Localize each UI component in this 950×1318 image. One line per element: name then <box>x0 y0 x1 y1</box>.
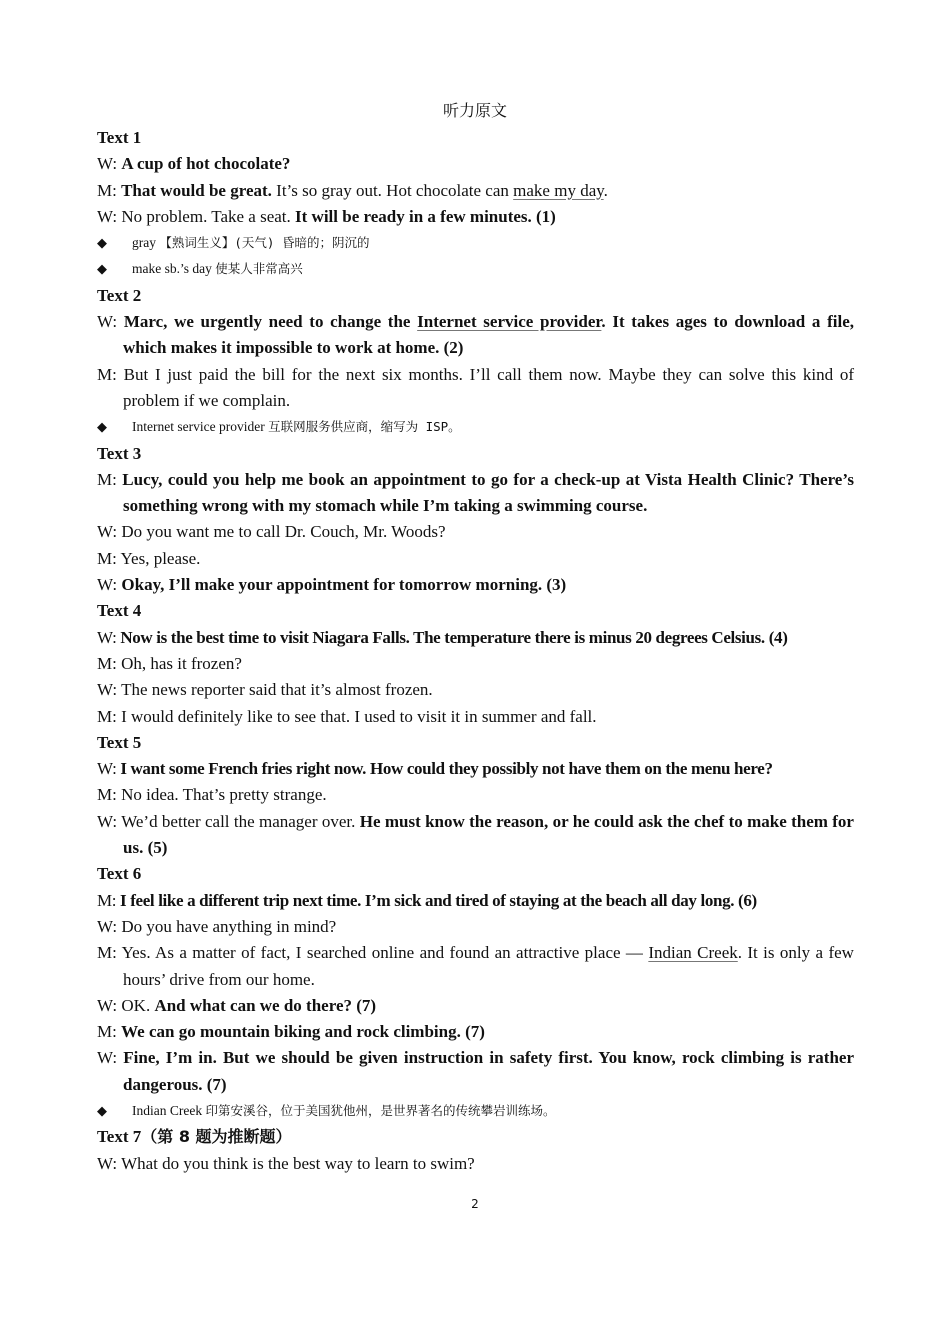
dialogue-text: . <box>603 180 608 200</box>
dialogue-line <box>97 993 854 1019</box>
speaker-label: W: <box>97 680 122 700</box>
dialogue-text: It’s so gray out. Hot chocolate can <box>271 180 514 200</box>
section-heading-text-1: Text 1 <box>97 128 142 147</box>
dialogue-text: Oh, has it frozen? <box>121 653 242 673</box>
dialogue-line <box>97 940 854 993</box>
speaker-label: W: <box>97 916 122 936</box>
speaker-label: W: <box>97 522 122 542</box>
underlined-phrase: Internet service provider <box>417 312 602 332</box>
speaker-label: M: <box>97 653 122 673</box>
page-title: 听力原文 <box>442 101 507 120</box>
speaker-label: M: <box>97 890 121 910</box>
section-heading-text-6: Text 6 <box>97 864 142 884</box>
diamond-bullet-icon: ◆ <box>97 261 107 277</box>
speaker-label: W: <box>97 206 122 226</box>
dialogue-text: . It is only a few hours’ drive from our home. <box>123 943 854 989</box>
key-sentence: Okay, I’ll make your appointment for tomorrow morning. (3) <box>121 575 567 595</box>
speaker-label: M: <box>97 548 121 568</box>
vocab-note <box>97 230 854 256</box>
dialogue-line <box>97 519 854 545</box>
dialogue-text: Yes. As a matter of fact, I searched online and found an attractive place — <box>121 943 649 963</box>
speaker-label: M: <box>97 706 122 726</box>
dialogue-text: OK. <box>121 995 155 1015</box>
heading-label: Text 7 <box>97 1127 142 1147</box>
speaker-label: W: <box>97 154 122 174</box>
dialogue-line <box>97 756 854 782</box>
underlined-phrase: make my day <box>513 180 604 200</box>
speaker-label: M: <box>97 785 122 805</box>
dialogue-line <box>97 914 854 940</box>
key-sentence: I feel like a different trip next time. I’m sick and tired of staying at the beach all day long. (6) <box>120 890 757 910</box>
speaker-label: W: <box>97 759 121 779</box>
section-heading-text-4: Text 4 <box>97 601 142 621</box>
heading-note: （第 8 题为推断题） <box>141 1127 292 1147</box>
dialogue-text: I would definitely like to see that. I used to visit it in summer and fall. <box>121 706 597 726</box>
dialogue-line <box>97 704 854 730</box>
dialogue-text: The news reporter said that it’s almost frozen. <box>121 680 433 700</box>
section-heading-text-3: Text 3 <box>97 443 142 463</box>
dialogue-text: We’d better call the manager over. <box>121 811 360 831</box>
section-heading-text-5: Text 5 <box>97 732 142 752</box>
dialogue-line <box>97 151 854 177</box>
dialogue-text: What do you think is the best way to learn to swim? <box>121 1153 475 1173</box>
vocab-note <box>97 256 854 282</box>
vocab-term: gray <box>132 235 160 251</box>
key-sentence: He must know the reason, or he could ask the chef to make them for us. (5) <box>123 811 854 858</box>
speaker-label: M: <box>97 469 123 489</box>
vocab-definition: 【熟词生义】(天气) 昏暗的；阴沉的 <box>159 235 370 251</box>
key-sentence: It will be ready in a few minutes. (1) <box>295 206 556 226</box>
dialogue-line <box>97 1045 854 1098</box>
dialogue-line <box>97 809 854 862</box>
vocab-note <box>97 1098 854 1124</box>
transcript <box>97 125 854 1177</box>
key-sentence: I want some French fries right now. How could they possibly not have them on the menu here? <box>120 759 773 779</box>
speaker-label: W: <box>97 627 121 647</box>
section-heading-text-2: Text 2 <box>97 285 142 305</box>
speaker-label: W: <box>97 1153 122 1173</box>
dialogue-line <box>97 178 854 204</box>
diamond-bullet-icon: ◆ <box>97 235 107 251</box>
dialogue-line <box>97 1151 854 1177</box>
speaker-label: W: <box>97 312 124 332</box>
dialogue-line <box>97 677 854 703</box>
speaker-label: W: <box>97 811 122 831</box>
speaker-label: M: <box>97 364 124 384</box>
dialogue-text: Yes, please. <box>120 548 201 568</box>
speaker-label: W: <box>97 575 122 595</box>
dialogue-text: No problem. Take a seat. <box>121 206 296 226</box>
dialogue-line <box>97 651 854 677</box>
key-sentence: Lucy, could you help me book an appointment to go for a check-up at Vista Health Clinic? There’s something wrong with my stomach while I’m taking a swimming course. <box>122 469 854 516</box>
key-sentence: A cup of hot chocolate? <box>121 154 291 174</box>
dialogue-line <box>97 888 854 914</box>
key-sentence: Now is the best time to visit Niagara Falls. The temperature there is minus 20 degrees Celsius. (4) <box>120 627 788 647</box>
speaker-label: M: <box>97 180 122 200</box>
vocab-definition: 互联网服务供应商，缩写为 ISP。 <box>268 419 461 435</box>
dialogue-line <box>97 572 854 598</box>
diamond-bullet-icon: ◆ <box>97 419 107 435</box>
key-sentence: And what can we do there? (7) <box>154 995 377 1015</box>
vocab-term: Indian Creek <box>132 1102 206 1118</box>
dialogue-line <box>97 362 854 415</box>
key-sentence: We can go mountain biking and rock climbing. (7) <box>121 1022 485 1042</box>
key-sentence: Fine, I’m in. But we should be given instruction in safety first. You know, rock climbing is rather dangerous. (7) <box>123 1048 855 1094</box>
speaker-label: M: <box>97 943 122 963</box>
dialogue-text: No idea. That’s pretty strange. <box>121 785 327 805</box>
vocab-term: make sb.’s day <box>132 261 216 277</box>
vocab-definition: 使某人非常高兴 <box>215 261 303 277</box>
dialogue-text: Do you have anything in mind? <box>121 916 337 936</box>
speaker-label: W: <box>97 995 122 1015</box>
speaker-label: W: <box>97 1048 124 1068</box>
dialogue-line <box>97 1019 854 1045</box>
diamond-bullet-icon: ◆ <box>97 1102 107 1118</box>
speaker-label: M: <box>97 1022 122 1042</box>
underlined-phrase: Indian Creek <box>648 943 738 963</box>
key-sentence: That would be great. <box>121 180 272 200</box>
dialogue-line <box>97 467 854 520</box>
key-sentence: . It takes ages to download a file, which makes it impossible to work at home. (2) <box>123 312 855 358</box>
vocab-term: Internet service provider <box>132 419 269 435</box>
dialogue-line <box>97 625 854 651</box>
vocab-definition: 印第安溪谷，位于美国犹他州，是世界著名的传统攀岩训练场。 <box>205 1102 556 1118</box>
page-number: 2 <box>471 1197 479 1211</box>
dialogue-line <box>97 309 854 362</box>
vocab-note <box>97 414 854 440</box>
section-heading-text-7 <box>97 1124 854 1150</box>
key-sentence: Marc, we urgently need to change the <box>123 312 418 332</box>
dialogue-line <box>97 782 854 808</box>
dialogue-text: Do you want me to call Dr. Couch, Mr. Woods? <box>121 522 446 542</box>
dialogue-line <box>97 546 854 572</box>
dialogue-line <box>97 204 854 230</box>
dialogue-text: But I just paid the bill for the next six months. I’ll call them now. Maybe they can solve this kind of problem if we complain. <box>123 364 855 410</box>
